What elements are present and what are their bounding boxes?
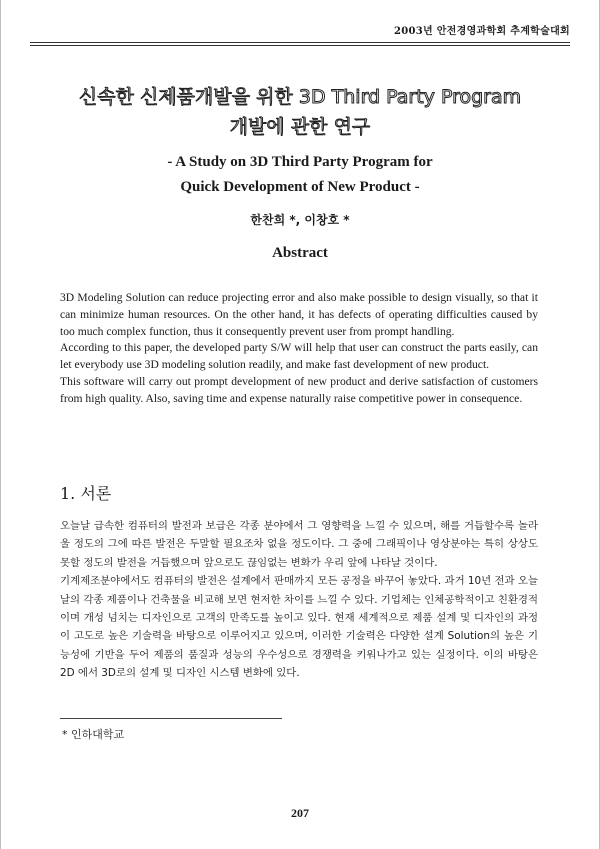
abstract-paragraph: This software will carry out prompt development of new product and derive satisfaction of customers from high quality. Also, saving time and expense naturally raise competitive power in consequence. <box>60 374 538 405</box>
author-line: 한찬희 *, 이창호 * <box>250 213 350 227</box>
header-rule <box>30 42 570 46</box>
footnote-rule <box>60 718 282 719</box>
introduction-body <box>60 517 538 683</box>
english-title-line2: Quick Development of New Product - <box>180 179 420 195</box>
korean-title <box>0 82 600 142</box>
page-number: 207 <box>291 806 309 820</box>
section-heading-introduction: 1. 서론 <box>60 484 112 503</box>
abstract-paragraph: According to this paper, the developed party S/W will help that user can construct the parts easily, can let everybody use 3D modeling solution readily, and make fast development of new product. <box>60 341 538 372</box>
korean-title-line2: 개발에 관한 연구 <box>229 116 371 138</box>
abstract-body <box>60 290 538 408</box>
korean-title-line1: 신속한 신제품개발을 위한 3D Third Party Program <box>78 86 522 108</box>
abstract-heading: Abstract <box>272 245 328 261</box>
running-header: 2003년 안전경영과학회 추계학술대회 <box>393 26 570 37</box>
body-paragraph: 기계제조분야에서도 컴퓨터의 발전은 설계에서 판매까지 모든 공정을 바꾸어 놓았다. 과거 10년 전과 오늘날의 각종 제품이나 건축물을 비교해 보면 현저한 차이를 느낄 수 있다. 기업체는 인체공학적이고 친환경적이며 개성 넘치는 디자인으로 고객의 만족도를 높이고 있다. 현재 세계적으로 제품 설계 및 디자인의 과정이 고도로 높은 기술력을 바탕으로 이루어지고 있으며, 이러한 기술력은 다양한 설계 Solution의 높은 기능성에 기반을 두어 제품의 품질과 성능의 우수성으로 경쟁력을 키워나가고 있는 실정이다. 이의 바탕은 2D 에서 3D로의 설계 및 디자인 시스템 변화에 있다. <box>60 575 538 680</box>
english-title-line1: - A Study on 3D Third Party Program for <box>167 154 433 170</box>
body-paragraph: 오늘날 급속한 컴퓨터의 발전과 보급은 각종 분야에서 그 영향력을 느낄 수 있으며, 해를 거듭할수록 놀라울 정도의 그에 따른 발전은 두말할 필요조차 없을 정도이다. 그 중에 그래픽이나 영상분야는 특히 상상도 못할 정도의 발전을 거듭했으며 앞으로도 끊임없는 변화가 우리 앞에 나타날 것이다. <box>60 520 538 569</box>
english-title <box>0 150 600 200</box>
footnote-affiliation: * 인하대학교 <box>62 728 125 741</box>
abstract-paragraph: 3D Modeling Solution can reduce projecting error and also make possible to design visually, so that it can minimize human resources. On the other hand, it has defects of operating difficulties caused by too much complex function, thus it consequently prevent user from prompt handling. <box>60 291 538 338</box>
